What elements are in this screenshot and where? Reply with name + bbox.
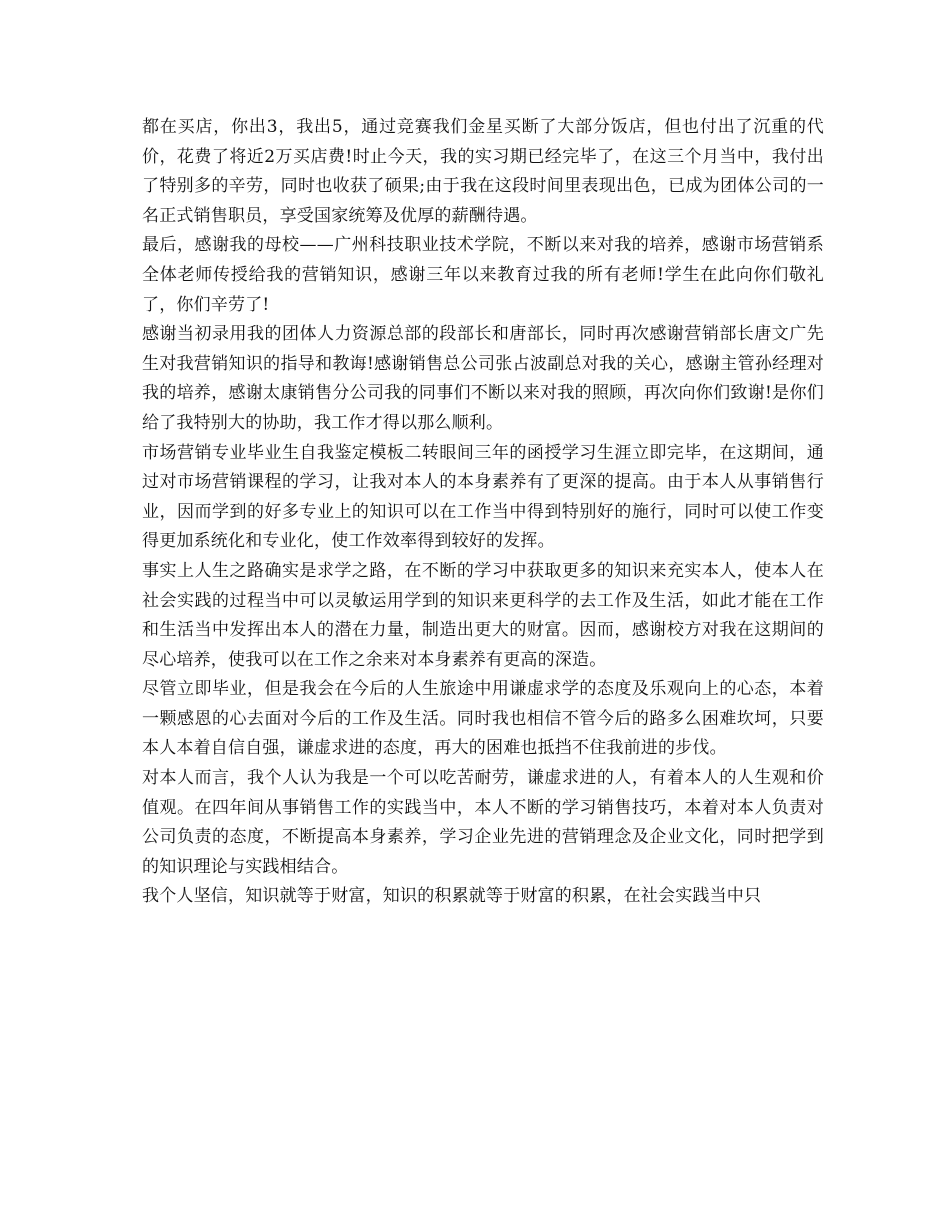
paragraph-2: 最后，感谢我的母校——广州科技职业技术学院，不断以来对我的培养，感谢市场营销系全体老师传授给我的营销知识，感谢三年以来教育过我的所有老师!学生在此向你们敬礼了，你们辛劳了!: [142, 235, 824, 315]
paragraph-6: 尽管立即毕业，但是我会在今后的人生旅途中用谦虚求学的态度及乐观向上的心态，本着一颗感恩的心去面对今后的工作及生活。同时我也相信不管今后的路多么困难坎坷，只要本人本着自信自强，谦虚求进的态度，再大的困难也抵挡不住我前进的步伐。: [142, 679, 824, 759]
paragraph-7: 对本人而言，我个人认为我是一个可以吃苦耐劳，谦虚求进的人，有着本人的人生观和价值观。在四年间从事销售工作的实践当中，本人不断的学习销售技巧，本着对本人负责对公司负责的态度，不断提高本身素养，学习企业先进的营销理念及企业文化，同时把学到的知识理论与实践相结合。: [142, 768, 824, 877]
paragraph-1: 都在买店，你出3，我出5，通过竞赛我们金星买断了大部分饭店，但也付出了沉重的代价，花费了将近2万买店费!时止今天，我的实习期已经完毕了，在这三个月当中，我付出了特别多的辛劳，同时也收获了硕果;由于我在这段时间里表现出色，已成为团体公司的一名正式销售职员，享受国家统筹及优厚的薪酬待遇。: [142, 117, 824, 226]
document-body: [142, 113, 824, 912]
paragraph-3: 感谢当初录用我的团体人力资源总部的段部长和唐部长，同时再次感谢营销部长唐文广先生对我营销知识的指导和教诲!感谢销售总公司张占波副总对我的关心，感谢主管孙经理对我的培养，感谢太康销售分公司我的同事们不断以来对我的照顾，再次向你们致谢!是你们给了我特别大的协助，我工作才得以那么顺利。: [142, 324, 824, 433]
paragraph-4: 市场营销专业毕业生自我鉴定模板二转眼间三年的函授学习生涯立即完毕，在这期间，通过对市场营销课程的学习，让我对本人的本身素养有了更深的提高。由于本人从事销售行业，因而学到的好多专业上的知识可以在工作当中得到特别好的施行，同时可以使工作变得更加系统化和专业化，使工作效率得到较好的发挥。: [142, 442, 824, 552]
paragraph-5: 事实上人生之路确实是求学之路，在不断的学习中获取更多的知识来充实本人，使本人在社会实践的过程当中可以灵敏运用学到的知识来更科学的去工作及生活，如此才能在工作和生活当中发挥出本人的潜在力量，制造出更大的财富。因而，感谢校方对我在这期间的尽心培养，使我可以在工作之余来对本身素养有更高的深造。: [142, 560, 824, 670]
paragraph-8: 我个人坚信，知识就等于财富，知识的积累就等于财富的积累，在社会实践当中只: [142, 886, 762, 907]
